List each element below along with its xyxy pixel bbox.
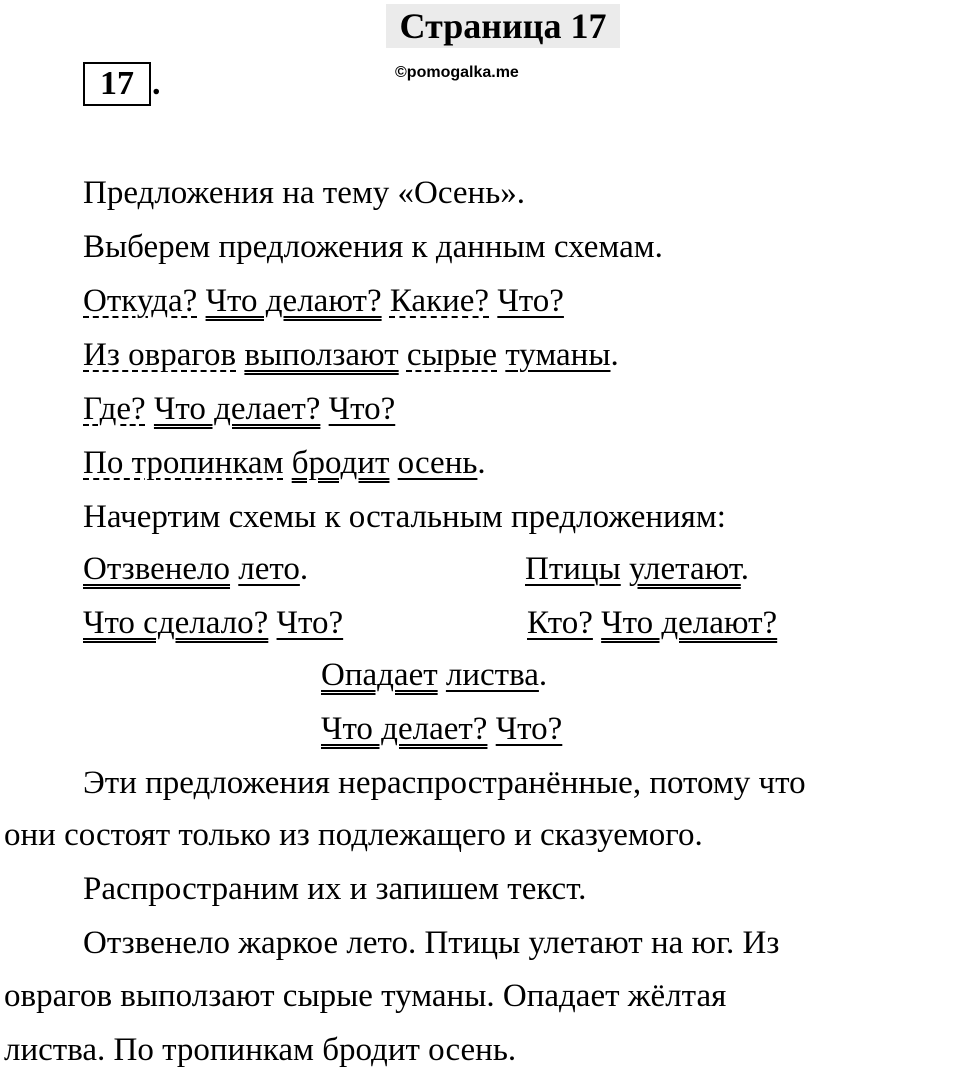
final-text-line-3: листва. По тропинкам бродит осень. — [4, 1032, 517, 1068]
subject-word: лето — [238, 551, 300, 587]
intro-line-1: Предложения на тему «Осень». — [83, 175, 525, 211]
predicate-question: Что делают? — [601, 605, 778, 641]
scheme-2-sentence — [83, 443, 486, 483]
subject-question: Что? — [497, 283, 564, 319]
scheme-5 — [321, 709, 562, 749]
task-number-box: 17 — [83, 62, 151, 106]
predicate-question: Что сделало? — [83, 605, 269, 641]
attribute-question: Какие? — [389, 283, 490, 319]
predicate-word: бродит — [291, 445, 390, 481]
predicate-question: Что делает? — [153, 391, 321, 427]
predicate-word: выползают — [244, 337, 399, 373]
scheme-2-questions — [83, 389, 395, 429]
scheme-4 — [527, 603, 777, 643]
subject-question: Что? — [495, 711, 563, 747]
sentence-period: . — [740, 551, 750, 587]
subject-word: туманы — [505, 337, 611, 373]
sentence-period: . — [477, 445, 486, 481]
predicate-word: улетают — [629, 551, 741, 587]
subject-word: Птицы — [525, 551, 621, 587]
predicate-question: Что делают? — [205, 283, 382, 319]
intro-line-2: Выберем предложения к данным схемам. — [83, 229, 663, 265]
final-text-line-1: Отзвенело жаркое лето. Птицы улетают на юг. Из — [83, 925, 780, 961]
final-text-line-2: оврагов выползают сырые туманы. Опадает жёлтая — [4, 978, 727, 1014]
predicate-word: Опадает — [321, 657, 438, 693]
sentence-3 — [83, 549, 308, 589]
sentence-5 — [321, 655, 547, 695]
predicate-question: Что делает? — [321, 711, 488, 747]
sentence-period: . — [538, 657, 548, 693]
predicate-word: Отзвенело — [83, 551, 231, 587]
subject-question: Что? — [328, 391, 396, 427]
sentence-4 — [525, 549, 749, 589]
scheme-1-questions — [83, 281, 564, 321]
task-number-dot: . — [152, 65, 161, 102]
adverbial-question: Где? — [83, 391, 146, 427]
expand-line: Распространим их и запишем текст. — [83, 871, 587, 907]
subject-word: осень — [397, 445, 478, 481]
adverbial-word: По тропинкам — [83, 445, 284, 481]
subject-question: Кто? — [527, 605, 593, 641]
adverbial-question: Откуда? — [83, 283, 198, 319]
draw-schemes-line: Начертим схемы к остальным предложениям: — [83, 499, 726, 535]
sentence-period: . — [610, 337, 619, 373]
attribute-word: сырые — [406, 337, 498, 373]
sentence-period: . — [299, 551, 309, 587]
explain-line-1: Эти предложения нераспространённые, потому что — [83, 765, 806, 801]
subject-word: листва — [445, 657, 539, 693]
scheme-3 — [83, 603, 343, 643]
adverbial-word: Из оврагов — [83, 337, 237, 373]
watermark: ©pomogalka.me — [395, 64, 519, 81]
scheme-1-sentence — [83, 335, 619, 375]
explain-line-2: они состоят только из подлежащего и сказуемого. — [4, 817, 703, 853]
subject-question: Что? — [276, 605, 344, 641]
page-title: Страница 17 — [386, 4, 620, 48]
